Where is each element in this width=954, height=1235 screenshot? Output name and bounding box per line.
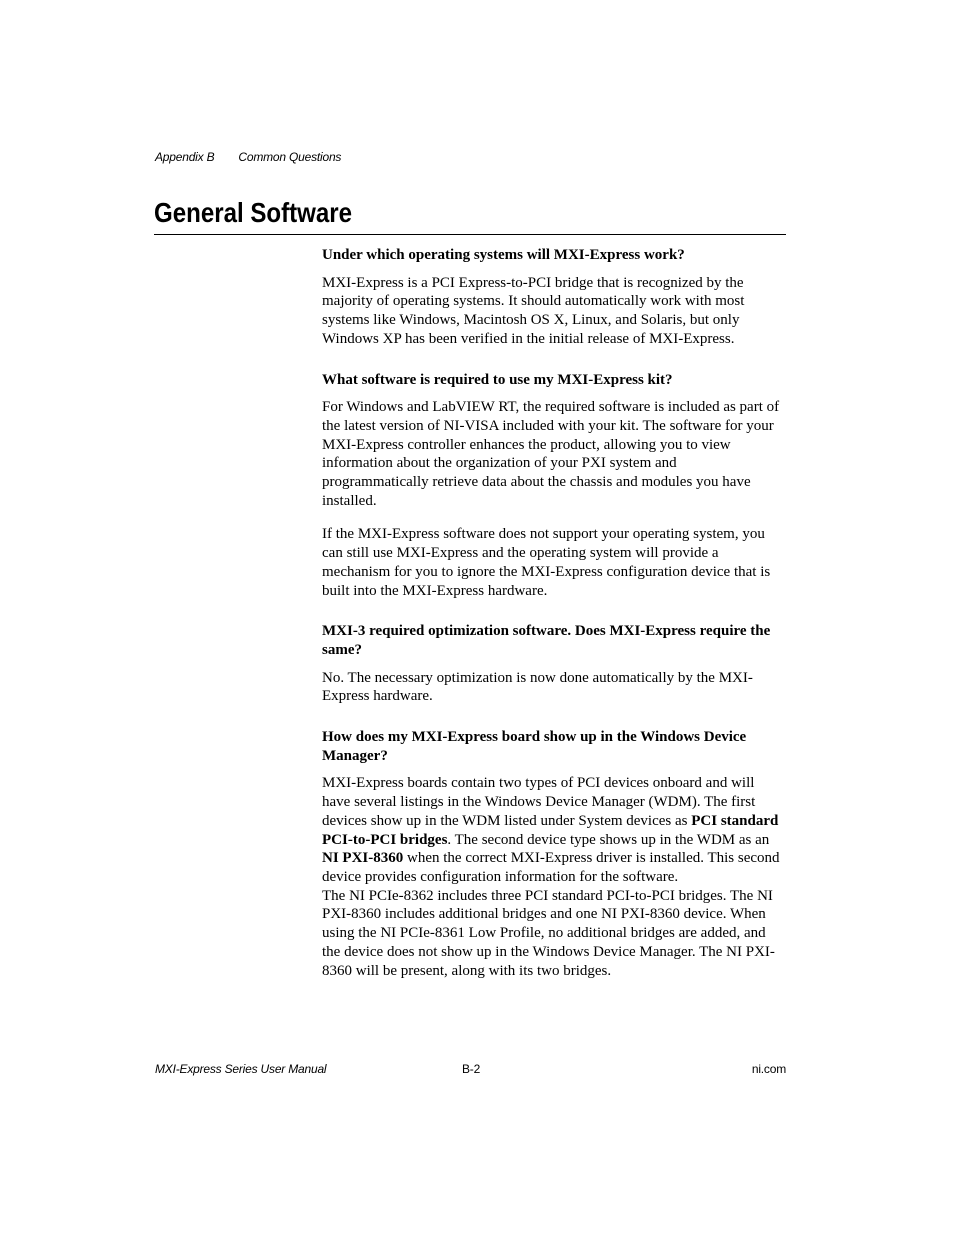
- device-name: NI PXI-8360: [322, 850, 404, 867]
- chapter-label: Common Questions: [238, 150, 342, 164]
- question-optimization: MXI-3 required optimization software. Does MXI-Express require the same?: [322, 623, 771, 658]
- answer-unsupported-os: If the MXI-Express software does not support your operating system, you can still use MXI-Express and the operating system will provide a mechanism for you to ignore the MXI-Express configuration device that is built into the MXI-Express hardware.: [322, 526, 771, 599]
- section-title: General Software: [154, 197, 353, 228]
- answer-text: . The second device type shows up in the WDM as an: [447, 831, 770, 848]
- answer-operating-systems: MXI-Express is a PCI Express-to-PCI bridge that is recognized by the majority of operating systems. It should automatically work with most systems like Windows, Macintosh OS X, Linux, and Solaris, but only Windows XP has been verified in the initial release of MXI-Express.: [322, 274, 745, 347]
- appendix-label: Appendix B: [155, 150, 215, 164]
- title-rule: [154, 234, 786, 235]
- question-operating-systems: Under which operating systems will MXI-Express work?: [322, 247, 685, 263]
- answer-device-manager: [322, 774, 786, 980]
- question-required-software: What software is required to use my MXI-Express kit?: [322, 371, 673, 388]
- footer-page-number: B-2: [462, 1062, 481, 1076]
- answer-text: The NI PCIe-8362 includes three PCI standard PCI-to-PCI bridges. The NI PXI-8360 includes additional bridges and one NI PXI-8360 device. When using the NI PCIe-8361 Low Profile, no additional bridges are added, and the device does not show up in the Windows Device Manager. The NI PXI-8360 will be present, along with its two bridges.: [322, 887, 775, 979]
- answer-required-software: For Windows and LabVIEW RT, the required software is included as part of the latest version of NI-VISA included with your kit. The software for your MXI-Express controller enhances the product, allowing you to view information about the organization of your PXI system and programmatically retrieve data about the chassis and modules you have installed.: [322, 399, 780, 509]
- running-head: [155, 150, 341, 164]
- faq-content: [322, 246, 786, 995]
- bridge-name: PCI standard PCI-to-PCI bridges: [322, 812, 779, 848]
- footer-website: ni.com: [751, 1062, 786, 1076]
- answer-text: when the correct MXI-Express driver is installed. This second device provides configuration information for the software.: [322, 850, 780, 885]
- answer-optimization: No. The necessary optimization is now done automatically by the MXI-Express hardware.: [322, 669, 753, 705]
- footer-manual-title: MXI-Express Series User Manual: [155, 1062, 327, 1076]
- answer-text: MXI-Express boards contain two types of PCI devices onboard and will have several listings in the Windows Device Manager (WDM). The first devices show up in the WDM listed under System devices as: [322, 775, 756, 829]
- question-device-manager: How does my MXI-Express board show up in the Windows Device Manager?: [322, 729, 747, 764]
